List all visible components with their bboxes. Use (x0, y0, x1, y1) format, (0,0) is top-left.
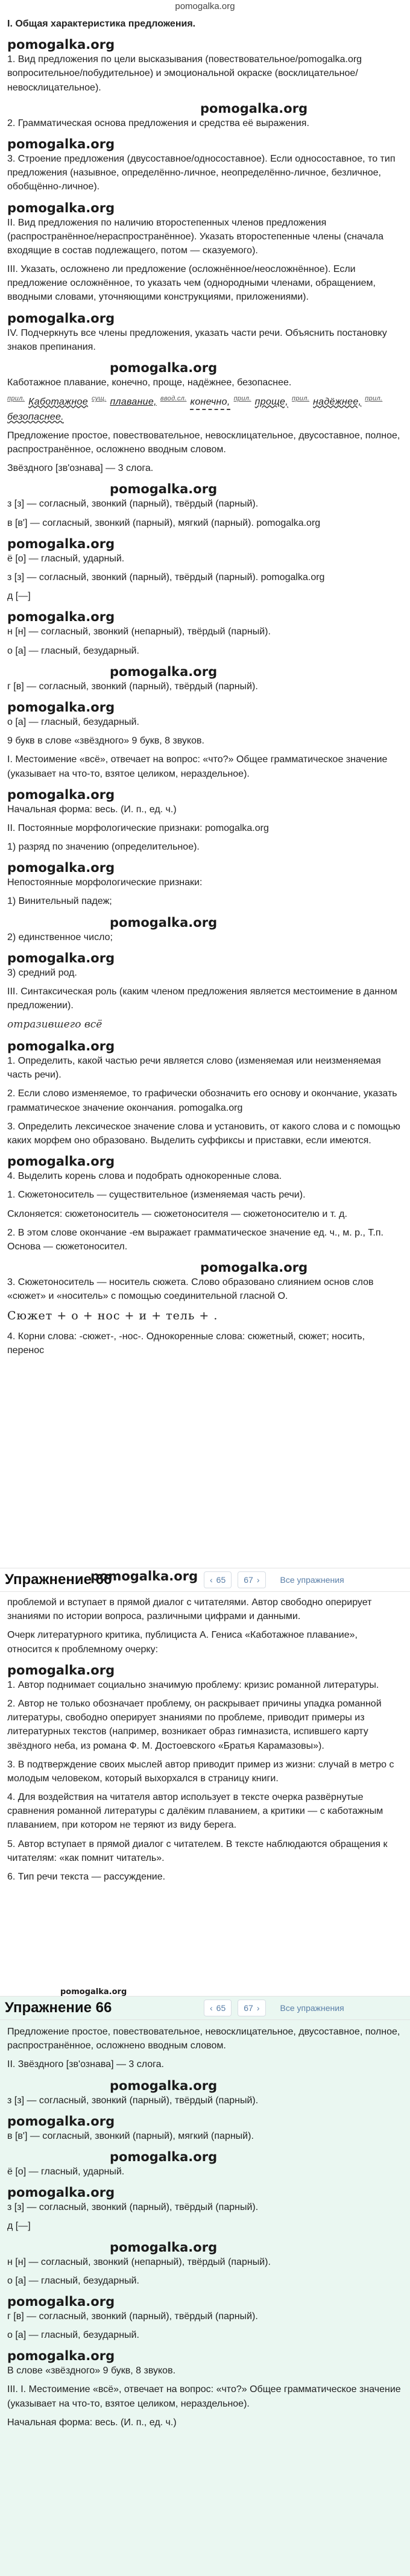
text-paragraph: 1. Сюжетоноситель — существительное (изменяемая часть речи). (7, 1190, 306, 1201)
text-paragraph: в [в'] — согласный, звонкий (парный), мягкий (парный). pomogalka.org (7, 517, 321, 528)
text-paragraph: ё [о] — гласный, ударный. (7, 2166, 125, 2177)
text-paragraph: г [в] — согласный, звонкий (парный), твёрдый (парный). (7, 2311, 258, 2322)
text-paragraph: н [н] — согласный, звонкий (непарный), твёрдый (парный). (7, 627, 271, 637)
exercise-title-2: Упражнение 66 (5, 1999, 112, 2016)
watermark: pomogalka.org (7, 536, 115, 551)
text-paragraph: Склоняется: сюжетоноситель — сюжетоносителя — сюжетоносителю и т. д. (7, 1208, 347, 1219)
part-of-speech-note: прил. (233, 395, 251, 403)
parsed-word: надёжнее, (313, 396, 362, 407)
exercise-title: Упражнение 66 (5, 1571, 112, 1588)
text-paragraph: 4. Для воздействия на читателя автор использует в тексте очерка развёрнутые сравнения романной литературы с далёким плаванием, а критики — с каботажным плаванием, при котором не теряют из виду берега. (7, 1792, 383, 1831)
next-exercise-button[interactable]: 67 › (238, 1571, 265, 1588)
text-paragraph: Предложение простое, повествовательное, невосклицательное, двусоставное, полное, распространённое, осложнено вводным словом. (7, 2027, 400, 2051)
parsed-word: проще, (254, 396, 289, 407)
text-paragraph: 4. Выделить корень слова и подобрать однокоренные слова. (7, 1171, 282, 1182)
watermark: pomogalka.org (110, 915, 218, 930)
text-paragraph: 3. Строение предложения (двусоставное/односоставное). Если односоставное, то тип предложения (назывное, определённо-личное, неопределённо-личное, безличное, обобщённо-личное). (7, 153, 396, 192)
part-of-speech-note: прил. (292, 395, 310, 403)
text-paragraph: II. Постоянные морфологические признаки: pomogalka.org (7, 822, 269, 833)
all-exercises-link-2[interactable]: Все упражнения (280, 2003, 344, 2013)
exercise-nav-bar (0, 1568, 410, 1592)
text-paragraph: III. Синтаксическая роль (каким членом предложения является местоимение в данном предложении). (7, 987, 397, 1011)
watermark: pomogalka.org (7, 787, 115, 802)
part-of-speech-note: прил. (7, 395, 25, 403)
text-paragraph: Звёздного [зв'ознава] — 3 слога. (7, 463, 154, 474)
text-paragraph: 1) разряд по значению (определительное). (7, 842, 200, 853)
watermark: pomogalka.org (7, 2114, 115, 2129)
parsed-word: Каботажное (28, 396, 88, 407)
watermark: pomogalka.org (90, 1569, 198, 1583)
next-exercise-button-2[interactable]: 67 › (238, 2000, 265, 2016)
text-paragraph: III. Указать, осложнено ли предложение (осложнённое/неосложнённое). Если предложение осложнённое, то указать чем (однородными членами, обращением, вводными словами, уточняющими конструкциями, приложениями). (7, 264, 376, 303)
text-paragraph: г [в] — согласный, звонкий (парный), твёрдый (парный). (7, 681, 258, 692)
sentence-parse (7, 394, 403, 424)
watermark: pomogalka.org (7, 311, 115, 326)
text-paragraph: Непостоянные морфологические признаки: (7, 877, 203, 888)
text-paragraph: I. Местоимение «всё», отвечает на вопрос: «что?» Общее грамматическое значение (указывает на что-то, взятое целиком, нераздельное). (7, 754, 388, 779)
watermark: pomogalka.org (7, 950, 115, 965)
text-paragraph: ё [о] — гласный, ударный. (7, 553, 125, 564)
part-of-speech-note: прил. (365, 395, 383, 403)
morpheme-scheme: Сюжет + о + нос + и + тель + . (7, 1309, 218, 1323)
watermark: pomogalka.org (7, 1662, 115, 1678)
text-paragraph: 2. Автор не только обозначает проблему, он раскрывает причины упадка романной литературы, свободно оперирует знаниями по проблеме, приводит примеры из литературных текстов (например, возникает образ гимназиста, испившего карту звёздного неба, из романа Ф. М. Достоевского «Братья Карамазовы»). (7, 1698, 382, 1751)
text-paragraph: 2) единственное число; (7, 932, 113, 942)
parsed-word: конечно, (190, 395, 230, 410)
text-paragraph: о [а] — гласный, безударный. (7, 716, 139, 727)
text-paragraph: Очерк литературного критика, публициста А. Гениса «Каботажное плавание», относится к проблемному очерку: (7, 1630, 358, 1655)
watermark: pomogalka.org (7, 2294, 115, 2309)
text-paragraph: н [н] — согласный, звонкий (непарный), твёрдый (парный). (7, 2256, 271, 2267)
text-paragraph: 4. Корни слова: -сюжет-, -нос-. Однокоренные слова: сюжетный, сюжет; носить, перенос (7, 1331, 365, 1356)
watermark: pomogalka.org (7, 37, 115, 52)
content-panel-top (0, 12, 410, 1568)
text-paragraph: 3. Сюжетоноситель — носитель сюжета. Слово образовано слиянием основ слов «сюжет» и «носитель» с помощью соединительной гласной О. (7, 1277, 374, 1302)
text-paragraph: 1. Автор поднимает социально значимую проблему: кризис романной литературы. (7, 1679, 379, 1690)
text-paragraph: Начальная форма: весь. (И. п., ед. ч.) (7, 2417, 177, 2428)
text-paragraph: о [а] — гласный, безударный. (7, 2330, 139, 2341)
watermark: pomogalka.org (7, 860, 115, 876)
text-paragraph: д [—] (7, 591, 31, 602)
exercise-nav-bar-2 (0, 1987, 410, 2020)
text-paragraph: 2. В этом слове окончание -ем выражает грамматическое значение ед. ч., м. р., Т.п. Основа — сюжетоносител. (7, 1227, 383, 1252)
text-paragraph: з [з] — согласный, звонкий (парный), твёрдый (парный). (7, 2202, 259, 2213)
content-panel-bottom (0, 2020, 410, 2576)
chevron-right-icon: › (256, 2003, 260, 2013)
section-heading: I. Общая характеристика предложения. (7, 19, 196, 29)
text-paragraph: III. I. Местоимение «всё», отвечает на вопрос: «что?» Общее грамматическое значение (указывает на что-то, взятое целиком, нераздельное). (7, 2384, 401, 2409)
text-paragraph: 3) средний род. (7, 967, 77, 978)
text-paragraph: IV. Подчеркнуть все члены предложения, указать части речи. Объяснить постановку знаков препинания. (7, 327, 387, 352)
site-brand: pomogalka.org (175, 1, 235, 11)
text-paragraph: 2. Если слово изменяемое, то графически обозначить его основу и окончание, указать грамматическое значение окончания. pomogalka.org (7, 1088, 397, 1113)
text-paragraph: 1) Винительный падеж; (7, 896, 112, 907)
watermark: pomogalka.org (7, 610, 115, 625)
chevron-left-icon: ‹ (210, 1574, 213, 1585)
watermark: pomogalka.org (7, 136, 115, 151)
watermark: pomogalka.org (7, 699, 115, 715)
text-paragraph: 1. Определить, какой частью речи является слово (изменяемая или неизменяемая часть речи). (7, 1056, 381, 1081)
chevron-left-icon: ‹ (210, 2003, 213, 2013)
text-paragraph: з [з] — согласный, звонкий (парный), твёрдый (парный). pomogalka.org (7, 572, 325, 583)
watermark: pomogalka.org (200, 101, 308, 116)
parsed-word: безопаснее. (7, 411, 64, 422)
text-paragraph: Начальная форма: весь. (И. п., ед. ч.) (7, 804, 177, 815)
text-paragraph: о [а] — гласный, безударный. (7, 2275, 139, 2286)
prev-exercise-button[interactable]: ‹ 65 (204, 1571, 232, 1588)
part-of-speech-note: ввод.сл. (160, 395, 187, 403)
watermark: pomogalka.org (7, 1154, 115, 1169)
text-paragraph: 3. Определить лексическое значение слова и установить, от какого слова и с помощью каких морфем оно образовано. Выделить суффиксы и приставки, если имеются. (7, 1121, 400, 1146)
watermark: pomogalka.org (110, 664, 218, 679)
text-paragraph: 9 букв в слове «звёздного» 9 букв, 8 звуков. (7, 736, 204, 747)
watermark: pomogalka.org (7, 200, 115, 215)
parsed-word: плавание, (110, 396, 157, 407)
watermark: pomogalka.org (7, 1039, 115, 1054)
content-panel-middle (0, 1591, 410, 1989)
text-paragraph: II. Вид предложения по наличию второстепенных членов предложения (распространённое/нераспространённое). Указать второстепенные члены (сначала входящие в состав подлежащего, потом — сказуемого). (7, 217, 384, 256)
text-paragraph: з [з] — согласный, звонкий (парный), твёрдый (парный). (7, 499, 259, 510)
chevron-right-icon: › (256, 1574, 260, 1585)
prev-exercise-button-2[interactable]: ‹ 65 (204, 2000, 232, 2016)
watermark: pomogalka.org (110, 482, 218, 497)
watermark: pomogalka.org (60, 1987, 127, 1997)
text-paragraph: 5. Автор вступает в прямой диалог с читателем. В тексте наблюдаются обращения к читателям: «как помнит читатель». (7, 1839, 388, 1863)
text-paragraph: 3. В подтверждение своих мыслей автор приводит пример из жизни: случай в метро с молодым человеком, который выхорхался в страницу книги. (7, 1759, 394, 1784)
text-paragraph: проблемой и вступает в прямой диалог с читателями. Автор свободно оперирует знаниями по истории вопроса, различными цифрами и данными. (7, 1597, 372, 1622)
watermark: pomogalka.org (7, 2349, 115, 2364)
text-paragraph: 2. Грамматическая основа предложения и средства её выражения. (7, 118, 309, 128)
text-paragraph: II. Звёздного [зв'ознава] — 3 слога. (7, 2059, 164, 2070)
part-of-speech-note: сущ. (91, 395, 107, 403)
watermark: pomogalka.org (110, 2240, 218, 2255)
text-paragraph: д [—] (7, 2221, 31, 2232)
watermark: pomogalka.org (110, 361, 218, 375)
text-paragraph: 6. Тип речи текста — рассуждение. (7, 1872, 166, 1882)
text-paragraph: 1. Вид предложения по цели высказывания (повествовательное/pomogalka.org вопросительное/побудительное) и эмоциональной окраске (восклицательное/невосклицательное). (7, 54, 362, 93)
watermark: pomogalka.org (110, 2078, 218, 2093)
watermark: pomogalka.org (110, 2149, 218, 2164)
text-paragraph: о [а] — гласный, безударный. (7, 645, 139, 656)
watermark: pomogalka.org (200, 1260, 308, 1275)
handwritten-word: отразившего всё (7, 1018, 102, 1031)
watermark: pomogalka.org (7, 2185, 115, 2200)
text-paragraph: В слове «звёздного» 9 букв, 8 звуков. (7, 2366, 176, 2376)
text-paragraph: Каботажное плавание, конечно, проще, надёжнее, безопаснее. (7, 377, 292, 388)
text-paragraph: з [з] — согласный, звонкий (парный), твёрдый (парный). (7, 2095, 259, 2106)
text-paragraph: в [в'] — согласный, звонкий (парный), мягкий (парный). (7, 2130, 254, 2141)
text-paragraph: Предложение простое, повествовательное, невосклицательное, двусоставное, полное, распространённое, осложнено вводным словом. (7, 430, 400, 455)
all-exercises-link[interactable]: Все упражнения (280, 1574, 344, 1585)
